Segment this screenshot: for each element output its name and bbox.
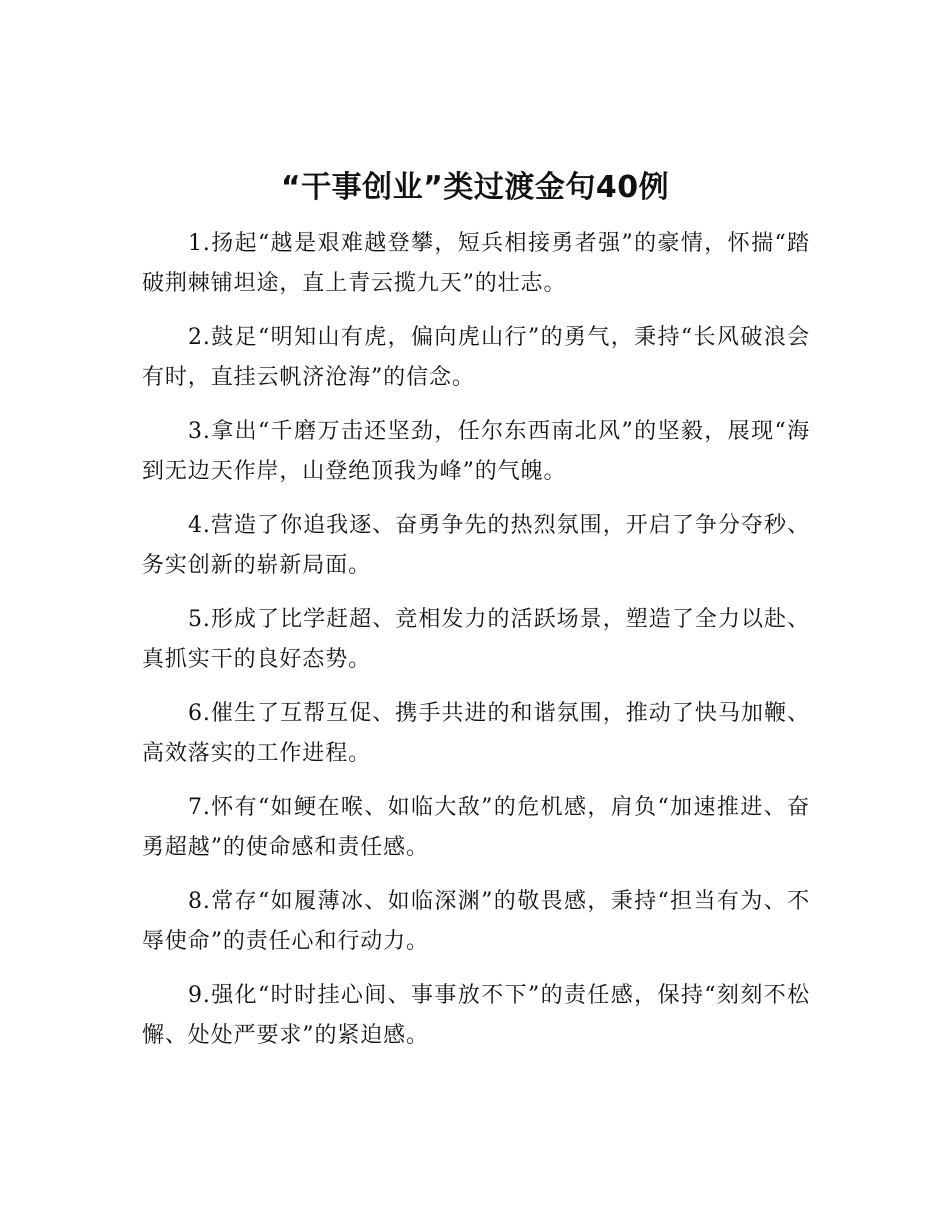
paragraph-9: 9.强化“时时挂心间、事事放不下”的责任感，保持“刻刻不松懈、处处严要求”的紧迫感。 [142,983,810,1048]
paragraph-4: 4.营造了你追我逐、奋勇争先的热烈氛围，开启了争分夺秒、务实创新的崭新局面。 [142,513,810,578]
document-body [142,224,810,1070]
paragraph-7: 7.怀有“如鲠在喉、如临大敌”的危机感，肩负“加速推进、奋勇超越”的使命感和责任感。 [142,795,810,860]
paragraph-1: 1.扬起“越是艰难越登攀，短兵相接勇者强”的豪情，怀揣“踏破荆棘铺坦途，直上青云揽九天”的壮志。 [142,231,810,296]
paragraph-5: 5.形成了比学赶超、竞相发力的活跃场景，塑造了全力以赴、真抓实干的良好态势。 [142,607,810,672]
paragraph-2: 2.鼓足“明知山有虎，偏向虎山行”的勇气，秉持“长风破浪会有时，直挂云帆济沧海”的信念。 [142,325,810,390]
paragraph-8: 8.常存“如履薄冰、如临深渊”的敬畏感，秉持“担当有为、不辱使命”的责任心和行动力。 [142,889,810,954]
paragraph-3: 3.拿出“千磨万击还坚劲，任尔东西南北风”的坚毅，展现“海到无边天作岸，山登绝顶我为峰”的气魄。 [142,419,810,484]
document-title: “干事创业”类过渡金句40例 [280,170,670,205]
paragraph-6: 6.催生了互帮互促、携手共进的和谐氛围，推动了快马加鞭、高效落实的工作进程。 [142,701,810,766]
